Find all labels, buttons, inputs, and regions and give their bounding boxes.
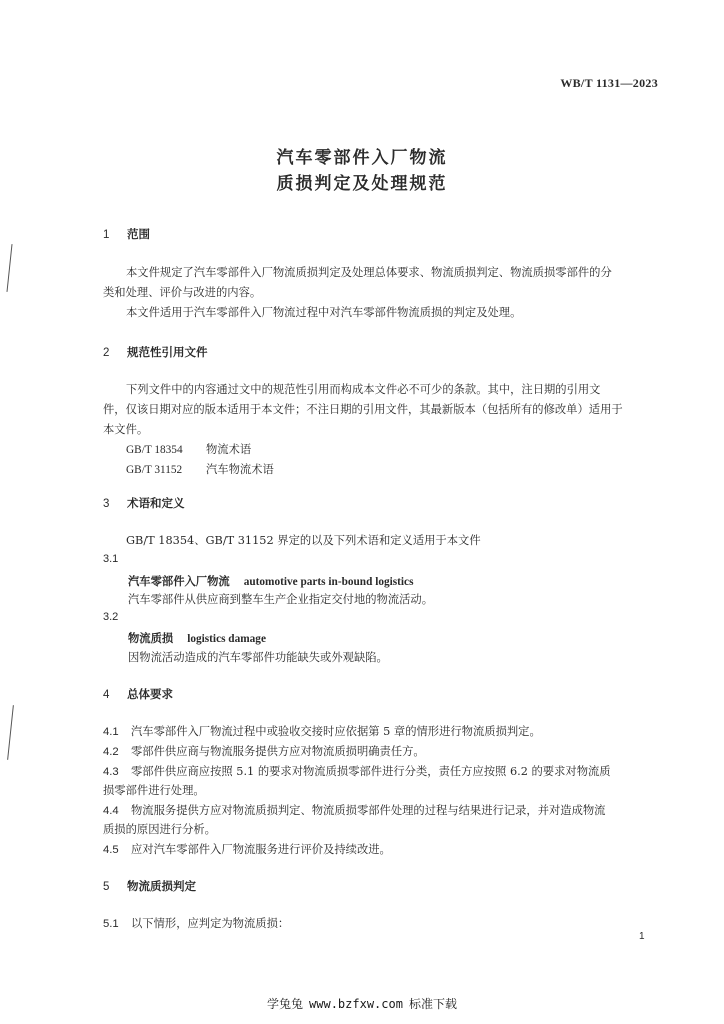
term-number: 3.1 (103, 553, 119, 565)
section-3-heading (103, 495, 185, 511)
footer-url: www.bzfxw.com (309, 997, 403, 1011)
section-title: 总体要求 (127, 687, 173, 701)
section-number: 5 (103, 881, 110, 893)
section-number: 1 (103, 229, 110, 241)
paragraph-line: 件，仅该日期对应的版本适用于本文件；不注日期的引用文件，其最新版本（包括所有的修改单）适用于 (103, 403, 623, 416)
clause-text: 以下情形，应判定为物流质损： (131, 917, 290, 930)
clause-number: 4.5 (103, 844, 119, 856)
document-title-line-2: 质损判定及处理规范 (276, 174, 448, 194)
scan-mark (6, 244, 12, 292)
term-number: 3.2 (103, 611, 119, 623)
term-entry (128, 573, 413, 589)
clause-text: 应对汽车零部件入厂物流服务进行评价及持续改进。 (131, 843, 391, 856)
section-2-heading (103, 344, 208, 360)
reference-item (126, 441, 251, 457)
clause-number: 4.1 (103, 726, 119, 738)
section-title: 术语和定义 (127, 496, 185, 510)
section-1-heading (103, 226, 150, 242)
term-zh: 物流质损 (128, 632, 174, 645)
clause-4-1 (103, 723, 541, 739)
section-title: 规范性引用文件 (127, 345, 208, 359)
standard-number: WB/T 1131—2023 (560, 76, 658, 90)
term-zh: 汽车零部件入厂物流 (128, 575, 230, 588)
section-5-heading (103, 878, 196, 894)
term-entry (128, 630, 266, 646)
clause-4-2 (103, 743, 425, 759)
page-number: 1 (639, 931, 645, 942)
clause-number: 4.4 (103, 805, 119, 817)
clause-continuation: 损零部件进行处理。 (103, 784, 205, 797)
reference-item (126, 461, 274, 477)
section-4-heading (103, 686, 173, 702)
clause-5-1 (103, 915, 289, 931)
clause-text: 物流服务提供方应对物流质损判定、物流质损零部件处理的过程与结果进行记录，并对造成物流 (131, 804, 606, 817)
paragraph-line: 类和处理、评价与改进的内容。 (103, 286, 262, 299)
clause-number: 4.3 (103, 766, 119, 778)
scan-mark (7, 705, 14, 760)
clause-4-4 (103, 802, 605, 818)
paragraph-line: 下列文件中的内容通过文中的规范性引用而构成本文件必不可少的条款。其中，注日期的引用文 (126, 383, 601, 396)
reference-name: 物流术语 (206, 443, 252, 456)
paragraph-line: 本文件规定了汽车零部件入厂物流质损判定及处理总体要求、物流质损判定、物流质损零部件的分 (126, 266, 612, 279)
document-title-line-1: 汽车零部件入厂物流 (276, 148, 448, 168)
section-title: 物流质损判定 (127, 879, 196, 893)
section-number: 4 (103, 689, 110, 701)
footer-site-name: 学兔兔 (267, 997, 304, 1011)
reference-name: 汽车物流术语 (206, 463, 274, 476)
section-number: 3 (103, 498, 110, 510)
paragraph-line: GB/T 18354、GB/T 31152 界定的以及下列术语和定义适用于本文件 (126, 534, 481, 547)
clause-text: 零部件供应商应按照 5.1 的要求对物流质损零部件进行分类，责任方应按照 6.2 的要求对物流质 (131, 765, 611, 778)
clause-continuation: 质损的原因进行分析。 (103, 823, 216, 836)
footer-watermark (0, 995, 724, 1012)
clause-number: 4.2 (103, 746, 119, 758)
term-definition: 因物流活动造成的汽车零部件功能缺失或外观缺陷。 (128, 651, 388, 664)
reference-code: GB/T 31152 (126, 464, 183, 476)
clause-text: 汽车零部件入厂物流过程中或验收交接时应依据第 5 章的情形进行物流质损判定。 (131, 725, 541, 738)
paragraph-line: 本文件适用于汽车零部件入厂物流过程中对汽车零部件物流质损的判定及处理。 (126, 306, 522, 319)
term-definition: 汽车零部件从供应商到整车生产企业指定交付地的物流活动。 (128, 593, 434, 606)
clause-text: 零部件供应商与物流服务提供方应对物流质损明确责任方。 (131, 745, 425, 758)
term-en: logistics damage (187, 633, 266, 645)
section-title: 范围 (127, 227, 150, 241)
paragraph-line: 本文件。 (103, 423, 149, 436)
clause-4-3 (103, 763, 611, 779)
footer-slogan: 标准下载 (408, 997, 457, 1011)
clause-number: 5.1 (103, 918, 119, 930)
term-en: automotive parts in-bound logistics (243, 576, 414, 588)
clause-4-5 (103, 841, 391, 857)
reference-code: GB/T 18354 (126, 444, 183, 456)
section-number: 2 (103, 347, 110, 359)
